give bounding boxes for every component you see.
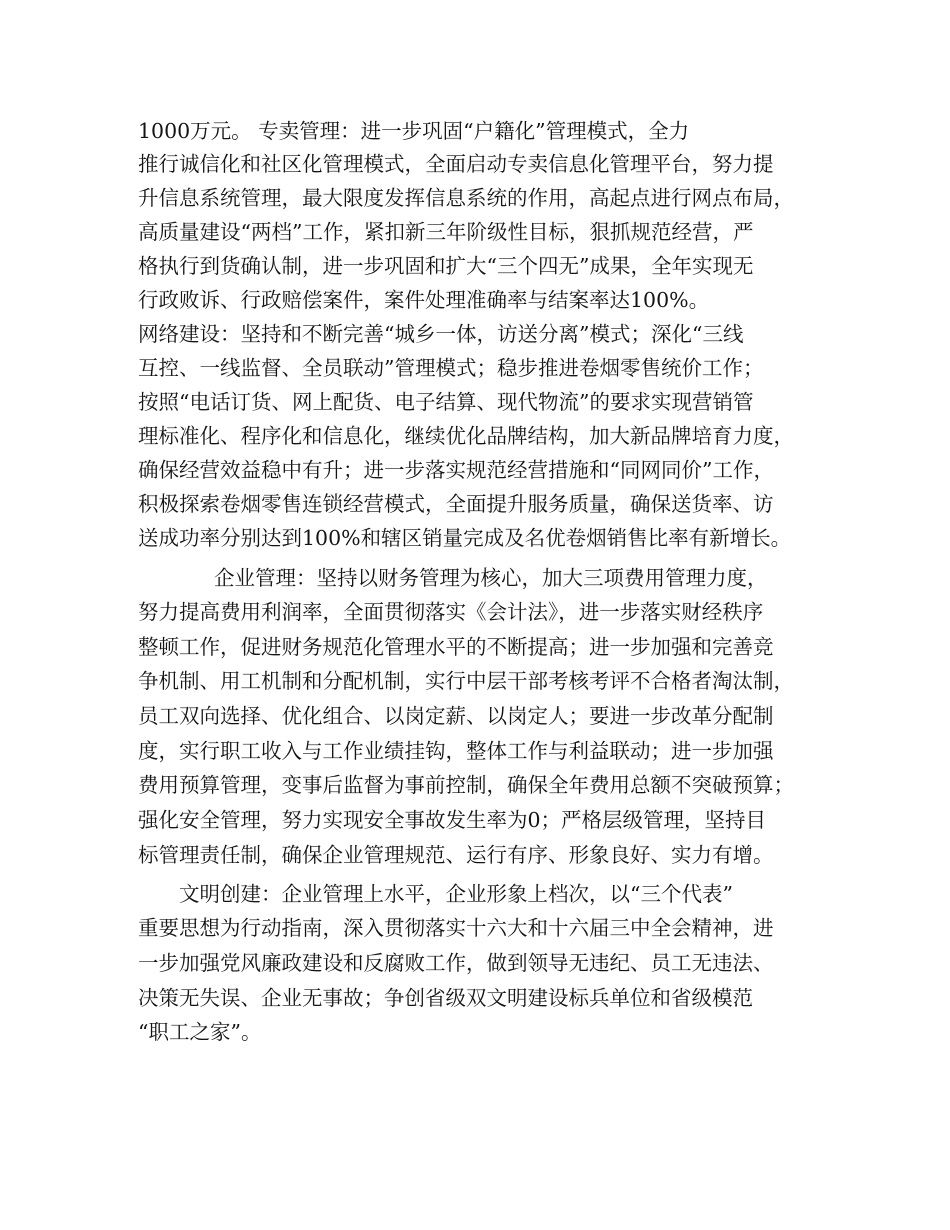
text-line: 标管理责任制，确保企业管理规范、运行有序、形象良好、实力有增。 <box>138 843 774 867</box>
text-line: 积极探索卷烟零售连锁经营模式，全面提升服务质量，确保送货率、访 <box>138 492 774 516</box>
text-line: 按照“电话订货、网上配货、电子结算、现代物流”的要求实现营销管 <box>138 390 754 414</box>
text-line: 互控、一线监督、全员联动”管理模式；稳步推进卷烟零售统价工作； <box>138 356 764 380</box>
text-line: 强化安全管理，努力实现安全事故发生率为0；严格层级管理，坚持目 <box>138 808 767 832</box>
text-line: 确保经营效益稳中有升；进一步落实规范经营措施和“同网同价”工作， <box>138 458 774 482</box>
text-line: 度，实行职工收入与工作业绩挂钩，整体工作与利益联动；进一步加强 <box>138 739 774 763</box>
text-line: 理标准化、程序化和信息化，继续优化品牌结构，加大新品牌培育力度， <box>138 424 794 448</box>
text-line: 整顿工作，促进财务规范化管理水平的不断提高；进一步加强和完善竞 <box>138 635 774 659</box>
text-line: 费用预算管理，变事后监督为事前控制，确保全年费用总额不突破预算； <box>138 773 794 797</box>
text-line: 努力提高费用利润率，全面贯彻落实《会计法》，进一步落实财经秩序 <box>138 600 764 624</box>
text-line: 送成功率分别达到100%和辖区销量完成及名优卷烟销售比率有新增长。 <box>138 526 792 550</box>
text-line: 升信息系统管理，最大限度发挥信息系统的作用，高起点进行网点布局， <box>138 186 794 210</box>
text-line: 高质量建设“两档”工作，紧扣新三年阶级性目标，狠抓规范经营，严 <box>138 220 754 244</box>
text-line: 推行诚信化和社区化管理模式，全面启动专卖信息化管理平台，努力提 <box>138 152 774 176</box>
text-line: 1000万元。 专卖管理：进一步巩固“户籍化”管理模式，全力 <box>138 119 690 143</box>
text-line: 网络建设：坚持和不断完善“城乡一体，访送分离”模式；深化“三线 <box>138 322 744 346</box>
text-line: 员工双向选择、优化组合、以岗定薪、以岗定人；要进一步改革分配制 <box>138 704 774 728</box>
text-line: 重要思想为行动指南，深入贯彻落实十六大和十六届三中全会精神，进 <box>138 916 774 940</box>
text-line: 行政败诉、行政赔偿案件，案件处理准确率与结案率达100%。 <box>138 288 710 312</box>
text-line: 争机制、用工机制和分配机制，实行中层干部考核考评不合格者淘汰制， <box>138 669 794 693</box>
text-line: “职工之家”。 <box>138 1020 262 1044</box>
text-line: 文明创建：企业管理上水平，企业形象上档次，以“三个代表” <box>179 882 733 906</box>
text-line: 格执行到货确认制，进一步巩固和扩大“三个四无”成果，全年实现无 <box>138 254 754 278</box>
text-line: 一步加强党风廉政建设和反腐败工作，做到领导无违纪、员工无违法、 <box>138 951 774 975</box>
text-line: 决策无失误、企业无事故；争创省级双文明建设标兵单位和省级模范 <box>138 986 753 1010</box>
text-line: 企业管理：坚持以财务管理为核心，加大三项费用管理力度， <box>214 566 768 590</box>
